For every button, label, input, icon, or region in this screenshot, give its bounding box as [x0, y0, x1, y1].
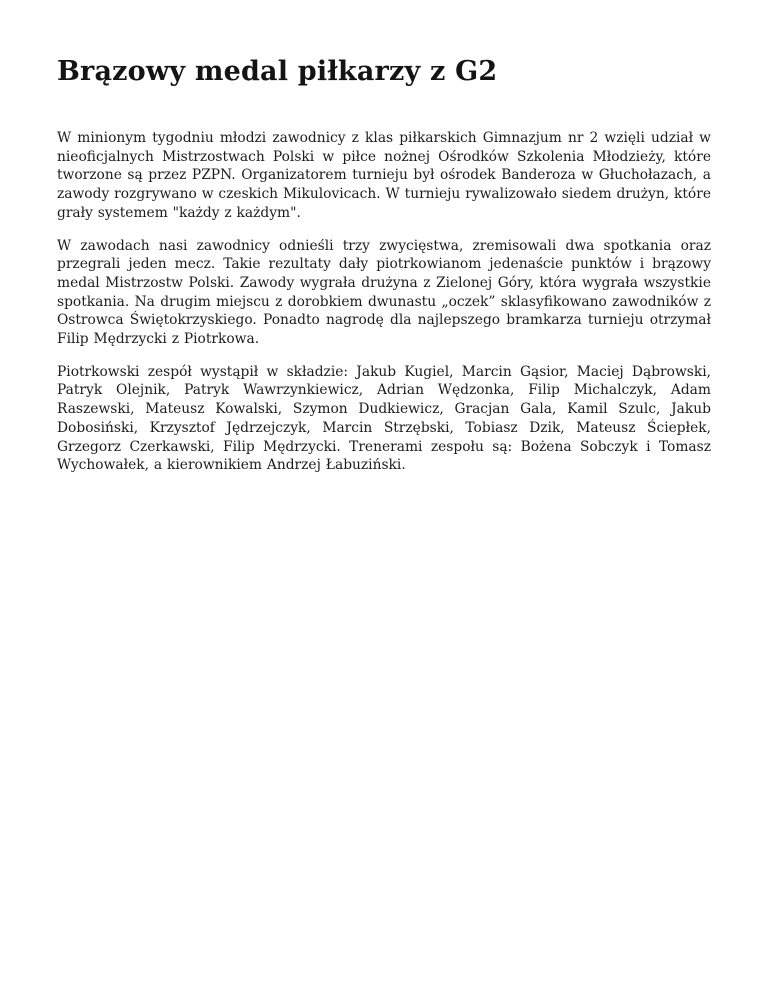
article-body	[57, 129, 711, 475]
article-title: Brązowy medal piłkarzy z G2	[57, 56, 498, 87]
article-paragraph-roster: Piotrkowski zespół wystąpił w składzie: Jakub Kugiel, Marcin Gąsior, Maciej Dąbrowski, Patryk Olejnik, Patryk Wawrzynkiewicz, Adrian Wędzonka, Filip Michalczyk, Adam Raszewski, Mateusz Kowalski, Szymon Dudkiewicz, Gracjan Gala, Kamil Szulc, Jakub Dobosiński, Krzysztof Jędrzejczyk, Marcin Strzębski, Tobiasz Dzik, Mateusz Ściepłek, Grzegorz Czerkawski, Filip Mędrzycki. Trenerami zespołu są: Bożena Sobczyk i Tomasz Wychowałek, a kierownikiem Andrzej Łabuziński.	[57, 363, 711, 474]
article-paragraph-results: W zawodach nasi zawodnicy odnieśli trzy zwycięstwa, zremisowali dwa spotkania oraz przegrali jeden mecz. Takie rezultaty dały piotrkowianom jedenaście punktów i brązowy medal Mistrzostw Polski. Zawody wygrała drużyna z Zielonej Góry, która wygrała wszystkie spotkania. Na drugim miejscu z dorobkiem dwunastu „oczek” sklasyfikowano zawodników z Ostrowca Świętokrzyskiego. Ponadto nagrodę dla najlepszego bramkarza turnieju otrzymał Filip Mędrzycki z Piotrkowa.	[57, 237, 711, 348]
article-paragraph-intro: W minionym tygodniu młodzi zawodnicy z klas piłkarskich Gimnazjum nr 2 wzięli udział w nieoficjalnych Mistrzostwach Polski w piłce nożnej Ośrodków Szkolenia Młodzieży, które tworzone są przez PZPN. Organizatorem turnieju był ośrodek Banderoza w Głuchołazach, a zawody rozgrywano w czeskich Mikulovicach. W turnieju rywalizowało siedem drużyn, które grały systemem "każdy z każdym".	[57, 130, 711, 221]
